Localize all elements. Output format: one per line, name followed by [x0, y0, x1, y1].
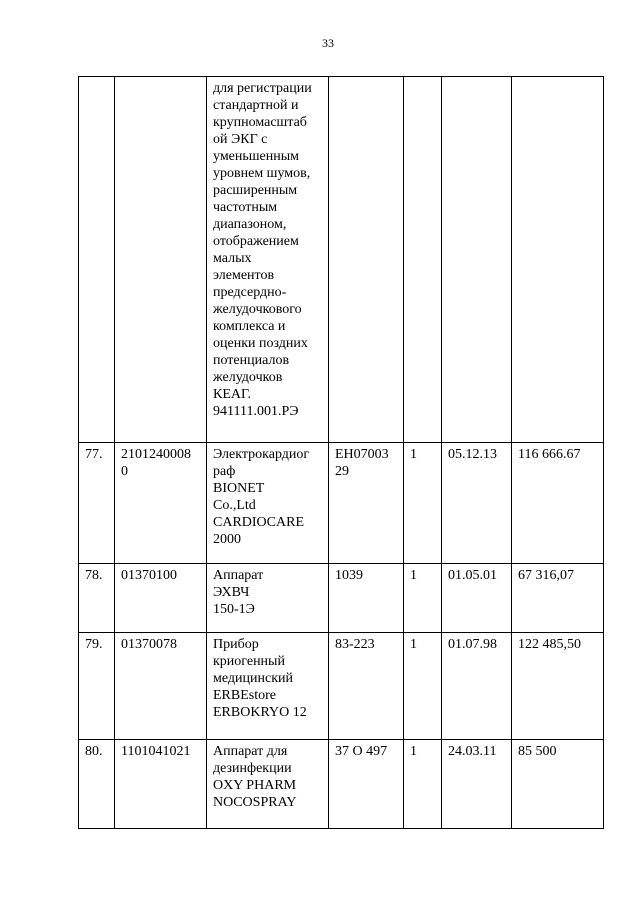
table-row [79, 564, 604, 633]
serial-number-cell: 37 O 497 [329, 740, 404, 829]
row-number-cell: 80. [79, 740, 115, 829]
inventory-code-cell [115, 77, 207, 443]
item-name-cell: Прибор криогенный медицинский ERBEstore ERBOKRYO 12 [207, 633, 329, 740]
row-number-cell [79, 77, 115, 443]
date-cell: 01.07.98 [442, 633, 512, 740]
item-name-cell: Электрокардиог раф BIONET Co.,Ltd CARDIOCARE 2000 [207, 443, 329, 564]
page-number: 33 [322, 36, 334, 50]
quantity-cell [404, 77, 442, 443]
inventory-table [78, 76, 604, 829]
inventory-code-cell: 1101041021 [115, 740, 207, 829]
serial-number-cell: EH07003 29 [329, 443, 404, 564]
item-name-cell: Аппарат ЭХВЧ 150-1Э [207, 564, 329, 633]
cost-cell [512, 77, 604, 443]
quantity-cell: 1 [404, 740, 442, 829]
date-cell: 05.12.13 [442, 443, 512, 564]
date-cell: 01.05.01 [442, 564, 512, 633]
row-number-cell: 77. [79, 443, 115, 564]
table-row [79, 633, 604, 740]
item-name-cell: Аппарат для дезинфекции OXY PHARM NOCOSPRAY [207, 740, 329, 829]
inventory-code-cell: 2101240008 0 [115, 443, 207, 564]
row-number-cell: 78. [79, 564, 115, 633]
inventory-code-cell: 01370100 [115, 564, 207, 633]
date-cell [442, 77, 512, 443]
row-number-cell: 79. [79, 633, 115, 740]
date-cell: 24.03.11 [442, 740, 512, 829]
serial-number-cell [329, 77, 404, 443]
cost-cell: 67 316,07 [512, 564, 604, 633]
quantity-cell: 1 [404, 633, 442, 740]
table-row [79, 740, 604, 829]
serial-number-cell: 1039 [329, 564, 404, 633]
cost-cell: 85 500 [512, 740, 604, 829]
table-row [79, 443, 604, 564]
serial-number-cell: 83-223 [329, 633, 404, 740]
inventory-code-cell: 01370078 [115, 633, 207, 740]
cost-cell: 122 485,50 [512, 633, 604, 740]
table-row [79, 77, 604, 443]
quantity-cell: 1 [404, 564, 442, 633]
cost-cell: 116 666.67 [512, 443, 604, 564]
quantity-cell: 1 [404, 443, 442, 564]
item-name-cell: для регистрации стандартной и крупномасштаб ой ЭКГ с уменьшенным уровнем шумов, расширенным частотным диапазоном, отображением малых элементов предсердно- желудочкового комплекса и оценки поздних потенциалов желудочков КЕАГ. 941111.001.РЭ [207, 77, 329, 443]
